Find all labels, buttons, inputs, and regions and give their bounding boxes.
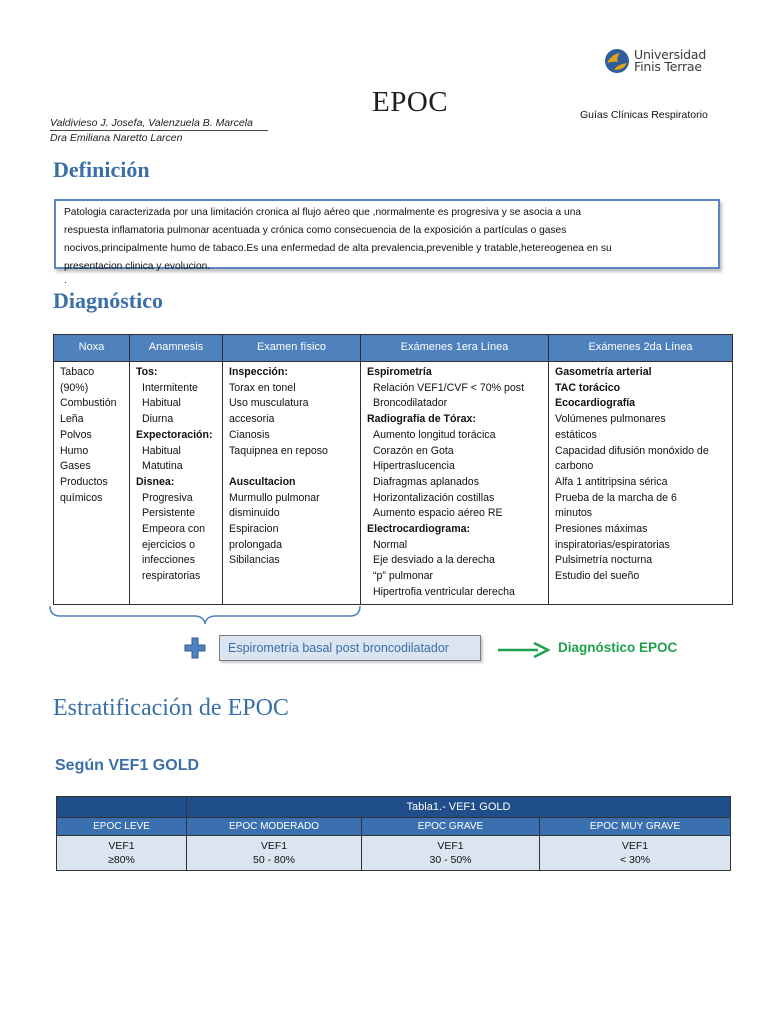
cell-primera (361, 362, 549, 605)
examen-item: Murmullo pulmonar (229, 491, 320, 504)
gold-metric: VEF1 (437, 840, 464, 852)
arrow-right-icon (496, 640, 550, 660)
anamnesis-item: ejercicios o (142, 538, 195, 551)
noxa-item: Productos (60, 475, 108, 488)
examen-item: prolongada (229, 538, 283, 551)
definition-line-1: Patologia caracterizada por una limitación cronica al flujo aéreo que ,normalmente es progresiva y se asocia a una (64, 207, 582, 218)
gold-subheading: Según VEF1 GOLD (55, 757, 200, 774)
examen-item: Espiracion (229, 523, 279, 536)
segunda-linea-item: Presiones máximas (555, 523, 648, 536)
gold-value-muy-grave (540, 836, 731, 871)
logo-line-1: Universidad (634, 47, 707, 62)
diagnosis-table (53, 334, 733, 605)
gold-table-corner (57, 797, 187, 818)
examen-item: Taquipnea en reposo (229, 444, 328, 457)
gold-level-leve: EPOC LEVE (57, 818, 187, 836)
segunda-linea-item: TAC torácico (555, 381, 621, 394)
col-header-anamnesis: Anamnesis (130, 335, 223, 362)
noxa-item: Combustión (60, 397, 117, 410)
col-header-segunda: Exámenes 2da Línea (549, 335, 733, 362)
noxa-item: Humo (60, 444, 89, 457)
examen-item: Sibilancias (229, 554, 280, 567)
gold-metric: VEF1 (260, 840, 288, 852)
spirometry-box: Espirometría basal post broncodilatador (219, 635, 481, 661)
gold-metric: VEF1 (621, 840, 649, 852)
header-rule (50, 130, 268, 131)
examen-item: Auscultacion (229, 475, 296, 488)
primera-linea-item: Aumento espacio aéreo RE (373, 507, 503, 520)
examen-item: Uso musculatura (229, 397, 309, 410)
anamnesis-item: Tos: (136, 366, 158, 378)
examen-item: Cianosis (229, 428, 270, 441)
noxa-item: químicos (60, 491, 103, 504)
cell-segunda (549, 362, 733, 605)
segunda-linea-item: inspiratorias/espiratorias (555, 538, 670, 551)
anamnesis-item: Diurna (142, 413, 174, 426)
primera-linea-item: Electrocardiograma: (367, 523, 471, 536)
definition-line-2: respuesta inflamatoria pulmonar acentuada y crónica como consecuencia de la exposición a partículas o gases (64, 225, 567, 236)
globe-logo-icon (604, 48, 630, 74)
noxa-item: Tabaco (60, 366, 95, 378)
gold-value-row (57, 836, 731, 871)
segunda-linea-item: minutos (555, 507, 593, 520)
gold-metric: VEF1 (108, 840, 135, 852)
authors-line-2: Dra Emiliana Naretto Larcen (50, 132, 183, 144)
diagnosis-result: Diagnóstico EPOC (558, 640, 678, 655)
anamnesis-item: Intermitente (142, 381, 198, 394)
primera-linea-item: Eje desviado a la derecha (373, 554, 495, 567)
logo-line-2: Finis Terrae (634, 59, 702, 74)
anamnesis-item: Disnea: (136, 475, 175, 488)
gold-value-grave (362, 836, 540, 871)
anamnesis-item: Habitual (142, 444, 181, 457)
diagnosis-body-row (54, 362, 733, 605)
segunda-linea-item: Pulsimetría nocturna (555, 554, 653, 567)
gold-range: < 30% (619, 854, 651, 866)
segunda-linea-item: Alfa 1 antitripsina sérica (555, 475, 668, 488)
noxa-item: Leña (60, 413, 84, 426)
segunda-linea-item: estáticos (555, 428, 597, 441)
authors (50, 116, 253, 146)
definition-line-3: nocivos,principalmente humo de tabaco.Es una enfermedad de alta prevalencia,prevenible y tratable,hetereogenea en su (64, 243, 612, 254)
definition-heading: Definición (53, 157, 150, 182)
noxa-item: Polvos (60, 428, 92, 441)
cell-examen (223, 362, 361, 605)
examen-item: Inspección: (229, 366, 288, 378)
plus-icon (184, 637, 206, 659)
examen-item: Torax en tonel (229, 381, 296, 394)
stratification-heading: Estratificación de EPOC (53, 695, 289, 721)
page-title: EPOC (372, 86, 449, 118)
segunda-linea-item: Ecocardiografía (555, 397, 636, 410)
gold-range: 30 - 50% (429, 854, 472, 866)
examen-item (229, 459, 356, 475)
anamnesis-item: respiratorias (142, 570, 201, 583)
primera-linea-item: Radiografía de Tórax: (367, 413, 476, 426)
primera-linea-item: Diafragmas aplanados (373, 475, 479, 488)
diagnosis-heading: Diagnóstico (53, 288, 163, 313)
gold-range: 50 - 80% (252, 854, 296, 866)
segunda-linea-item: Volúmenes pulmonares (555, 413, 666, 426)
anamnesis-item: Habitual (142, 397, 181, 410)
grouping-brace (48, 604, 362, 626)
definition-line-4: presentacion clinica y evolucion. (64, 261, 211, 272)
anamnesis-item: Matutina (142, 460, 183, 473)
anamnesis-item: Empeora con (142, 523, 206, 536)
primera-linea-item: Normal (373, 538, 408, 551)
primera-linea-item: “p” pulmonar (373, 570, 434, 583)
anamnesis-item: infecciones (142, 554, 195, 567)
definition-box (54, 199, 720, 272)
segunda-linea-item: carbono (555, 460, 594, 473)
segunda-linea-item: Prueba de la marcha de 6 (555, 491, 677, 504)
segunda-linea-item: Gasometría arterial (555, 366, 652, 378)
gold-level-muy-grave: EPOC MUY GRAVE (540, 818, 731, 836)
diagnosis-header-row (54, 335, 733, 362)
col-header-primera: Exámenes 1era Línea (361, 335, 549, 362)
examen-item: disminuido (229, 507, 280, 520)
primera-linea-item: Hipertraslucencia (373, 460, 455, 473)
gold-level-row (57, 818, 731, 836)
university-logo (604, 44, 714, 78)
primera-linea-item: Espirometría (367, 366, 432, 378)
cell-noxa (54, 362, 130, 605)
trailing-dot: . (64, 275, 67, 286)
noxa-item: Gases (60, 460, 91, 473)
anamnesis-item: Expectoración: (136, 428, 213, 441)
segunda-linea-item: Capacidad difusión monóxido de (555, 444, 709, 457)
gold-table (56, 796, 731, 871)
gold-level-moderado: EPOC MODERADO (187, 818, 362, 836)
gold-table-title: Tabla1.- VEF1 GOLD (187, 797, 731, 818)
primera-linea-item: Hipertrofia ventricular derecha (373, 585, 515, 598)
col-header-examen: Examen físico (223, 335, 361, 362)
gold-value-leve (57, 836, 187, 871)
authors-line-1: Valdivieso J. Josefa, Valenzuela B. Marcela (50, 117, 253, 129)
examen-item: accesoria (229, 413, 275, 426)
cell-anamnesis (130, 362, 223, 605)
primera-linea-item: Corazón en Gota (373, 444, 454, 457)
gold-value-moderado (187, 836, 362, 871)
anamnesis-item: Persistente (142, 507, 195, 520)
col-header-noxa: Noxa (54, 335, 130, 362)
primera-linea-item: Horizontalización costillas (373, 491, 495, 504)
noxa-item: (90%) (60, 381, 89, 394)
gold-level-grave: EPOC GRAVE (362, 818, 540, 836)
primera-linea-item: Relación VEF1/CVF < 70% post (373, 381, 525, 394)
anamnesis-item: Progresiva (142, 491, 193, 504)
segunda-linea-item: Estudio del sueño (555, 570, 640, 583)
primera-linea-item: Broncodilatador (373, 397, 448, 410)
series-label: Guías Clínicas Respiratorio (580, 109, 708, 121)
gold-range: ≥80% (108, 854, 135, 866)
primera-linea-item: Aumento longitud torácica (373, 428, 496, 441)
